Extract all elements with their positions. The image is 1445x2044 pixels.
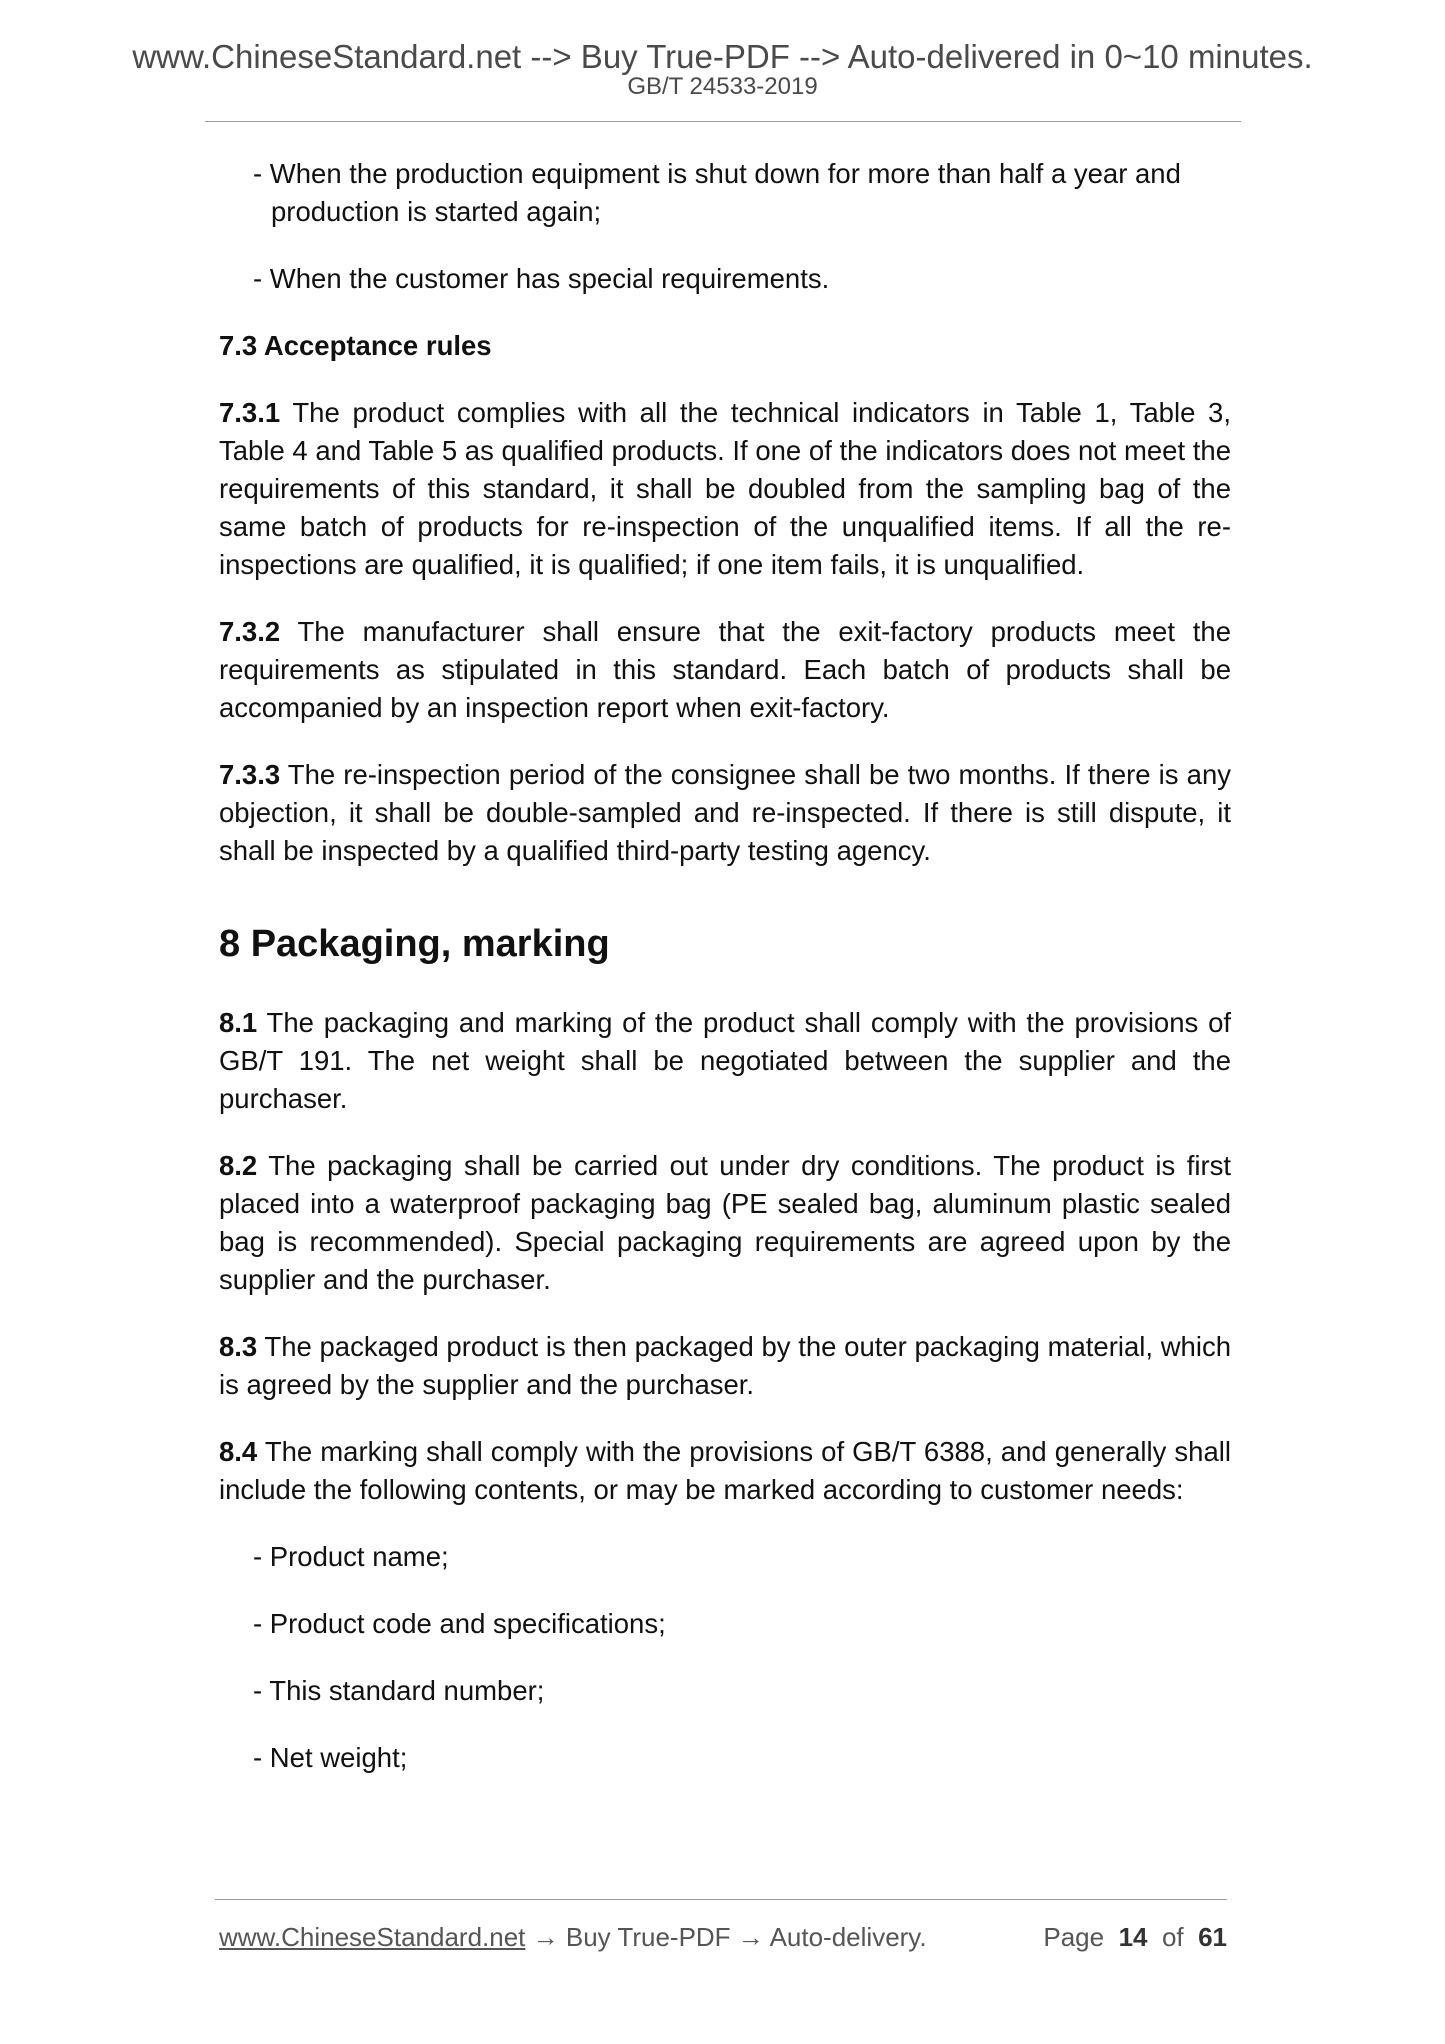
clause-number: 7.3.1 xyxy=(219,397,281,428)
clause-8-3 xyxy=(219,1328,1231,1404)
clause-8-2 xyxy=(219,1147,1231,1299)
clause-number: 7.3.3 xyxy=(219,759,281,790)
clause-7-3-2 xyxy=(219,613,1231,727)
section-7-3-heading: 7.3 Acceptance rules xyxy=(219,330,492,361)
clause-7-3-1 xyxy=(219,394,1231,584)
document-number: GB/T 24533-2019 xyxy=(627,73,818,100)
clause-text: The packaging shall be carried out under dry conditions. The product is first placed into a waterproof packaging bag (PE sealed bag, aluminum plastic sealed bag is recommended). Special packaging requirements are agreed upon by the supplier and the purchaser. xyxy=(219,1150,1231,1295)
page-indicator xyxy=(1043,1920,1227,1954)
clause-number: 8.4 xyxy=(219,1436,258,1467)
list-item: - Net weight; xyxy=(253,1742,408,1773)
list-item: - Product name; xyxy=(253,1541,449,1572)
clause-text: The manufacturer shall ensure that the exit-factory products meet the requirements as stipulated in this standard. Each batch of products shall be accompanied by an inspection report when exit-factory. xyxy=(219,616,1231,723)
header-divider xyxy=(205,121,1241,122)
clause-number: 7.3.2 xyxy=(219,616,281,647)
clause-8-4 xyxy=(219,1433,1231,1509)
page-word: Page xyxy=(1043,1922,1105,1952)
list-item: - When the production equipment is shut down for more than half a year and production is started again; xyxy=(253,158,1181,227)
page-footer xyxy=(219,1920,1227,1954)
of-word: of xyxy=(1161,1922,1184,1952)
page-total: 61 xyxy=(1198,1922,1227,1952)
list-item: - Product code and specifications; xyxy=(253,1608,666,1639)
list-item: - This standard number; xyxy=(253,1675,545,1706)
clause-8-1 xyxy=(219,1004,1231,1118)
clause-text: The product complies with all the technical indicators in Table 1, Table 3, Table 4 and Table 5 as qualified products. If one of the indicators does not meet the requirements of this standard, it shall be doubled from the sampling bag of the same batch of products for re-inspection of the unqualified items. If all the re-inspections are qualified, it is qualified; if one item fails, it is unqualified. xyxy=(219,397,1231,580)
footer-divider xyxy=(215,1899,1227,1900)
clause-7-3-3 xyxy=(219,756,1231,870)
clause-text: The marking shall comply with the provisions of GB/T 6388, and generally shall include the following contents, or may be marked according to customer needs: xyxy=(219,1436,1231,1505)
list-item: - When the customer has special requirements. xyxy=(253,263,830,294)
footer-tagline: → Buy True-PDF → Auto-delivery. xyxy=(525,1922,927,1952)
clause-text: The packaging and marking of the product shall comply with the provisions of GB/T 191. The net weight shall be negotiated between the supplier and the purchaser. xyxy=(219,1007,1231,1114)
clause-number: 8.1 xyxy=(219,1007,258,1038)
clause-number: 8.2 xyxy=(219,1150,258,1181)
page-content xyxy=(219,155,1231,1806)
footer-site-link[interactable]: www.ChineseStandard.net xyxy=(219,1922,526,1952)
section-8-heading: 8 Packaging, marking xyxy=(219,923,610,965)
clause-text: The packaged product is then packaged by the outer packaging material, which is agreed by the supplier and the purchaser. xyxy=(219,1331,1231,1400)
page-current: 14 xyxy=(1118,1922,1148,1952)
clause-number: 8.3 xyxy=(219,1331,258,1362)
clause-text: The re-inspection period of the consignee shall be two months. If there is any objection, it shall be double-sampled and re-inspected. If there is still dispute, it shall be inspected by a qualified third-party testing agency. xyxy=(219,759,1231,866)
header-banner: www.ChineseStandard.net --> Buy True-PDF --> Auto-delivered in 0~10 minutes. xyxy=(132,38,1313,75)
